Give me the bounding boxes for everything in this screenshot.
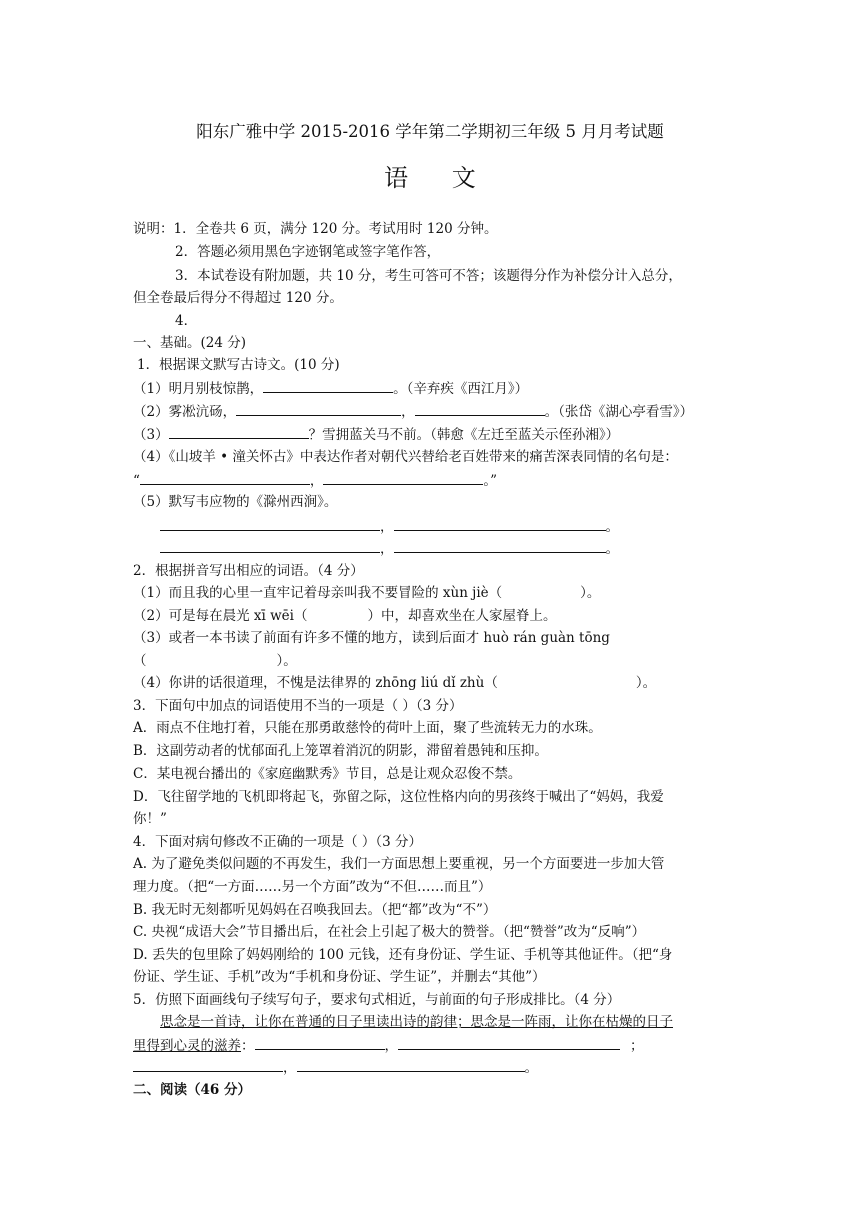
note-2: 2．答题必须用黑色字迹钢笔或签字笔作答， xyxy=(175,244,441,260)
q2-item-4-text: （4）你讲的话很道理，不愧是法律界的 zhōng liú dǐ zhù（ xyxy=(133,675,498,691)
q3-option-d-line1[interactable]: D．飞往留学地的飞机即将起飞，弥留之际，这位性格内向的男孩终于喊出了“妈妈，我爱 xyxy=(133,789,664,805)
answer-blank[interactable] xyxy=(160,516,380,531)
note-1: 说明：1．全卷共 6 页，满分 120 分。考试用时 120 分钟。 xyxy=(133,221,498,237)
q3-option-b[interactable]: B．这副劳动者的忧郁面孔上笼罩着消沉的阴影，滞留着愚钝和压抑。 xyxy=(133,743,548,759)
answer-blank[interactable] xyxy=(140,470,310,485)
punct: ； xyxy=(630,1038,644,1054)
answer-blank[interactable] xyxy=(160,538,380,553)
punct: ， xyxy=(384,1038,398,1054)
q2-item-3-line2 xyxy=(133,651,297,671)
q1-item-1-text: （1）明月别枝惊鹊， xyxy=(133,381,264,397)
answer-blank[interactable] xyxy=(398,1035,620,1050)
q1-item-1-source: 。（辛弃疾《西江月》） xyxy=(393,381,529,397)
q3-option-a[interactable]: A．雨点不住地打着，只能在那勇敢慈怜的荷叶上面，聚了些流转无力的水珠。 xyxy=(133,720,602,736)
q1-item-5-line2 xyxy=(160,538,619,559)
punct: 。” xyxy=(483,473,498,489)
q2-item-2-pinyin: （2）可是每在晨光 xī wēi（ xyxy=(133,608,308,624)
exam-title: 阳东广雅中学 2015-2016 学年第二学期初三年级 5 月月考试题 xyxy=(196,122,664,141)
q1-stem: 1．根据课文默写古诗文。(10 分) xyxy=(137,357,340,373)
answer-blank[interactable] xyxy=(169,424,309,439)
q2-item-2 xyxy=(133,606,556,626)
q4-option-d-line1[interactable]: D. 丢失的包里除了妈妈刚给的 100 元钱，还有身份证、学生证、手机等其他证件。（把“身 xyxy=(133,947,673,963)
punct: 。 xyxy=(605,541,619,557)
answer-blank[interactable] xyxy=(133,1057,283,1072)
q2-stem: 2．根据拼音写出相应的词语。（4 分） xyxy=(133,563,364,579)
q1-item-4-line2 xyxy=(133,470,497,491)
q1-item-5-line1 xyxy=(160,516,619,537)
subject-title: 语 文 xyxy=(384,164,494,192)
underlined-model-sentence: 思念是一首诗，让你在普通的日子里读出诗的韵律；思念是一阵雨，让你在枯燥的日子 xyxy=(160,1014,673,1030)
q2-item-1 xyxy=(133,583,600,603)
answer-blank[interactable] xyxy=(394,538,606,553)
punct: ： xyxy=(241,1038,255,1054)
punct: ）。 xyxy=(635,675,657,691)
q4-stem: 4．下面对病句修改不正确的一项是（ ）（3 分） xyxy=(133,834,423,850)
q5-model-line1 xyxy=(160,1012,673,1032)
note-3b: 但全卷最后得分不得超过 120 分。 xyxy=(133,290,343,306)
punct: ）。 xyxy=(276,653,297,669)
section-heading-2: 二、阅读（46 分） xyxy=(133,1082,251,1098)
punct: ， xyxy=(283,1060,297,1076)
note-4: 4． xyxy=(175,313,198,329)
q1-item-2-source: 。（张岱《湖心亭看雪》） xyxy=(544,404,694,420)
punct: ， xyxy=(380,519,394,535)
underlined-model-sentence: 里得到心灵的滋养 xyxy=(133,1038,241,1054)
punct: ）。 xyxy=(580,585,601,601)
q2-item-4 xyxy=(133,673,656,693)
q1-item-2-text: （2）雾凇沆砀， xyxy=(133,404,237,420)
q4-option-b[interactable]: B. 我无时无刻都听见妈妈在召唤我回去。（把“都”改为“不”） xyxy=(133,902,497,918)
punct: ， xyxy=(309,473,324,489)
q2-item-1-text: （1）而且我的心里一直牢记着母亲叫我不要冒险的 xùn jiè（ xyxy=(133,585,503,601)
answer-blank[interactable] xyxy=(394,516,606,531)
punct: （ xyxy=(133,653,147,669)
q3-option-d-line2[interactable]: 你！” xyxy=(133,811,167,827)
q1-item-3-num: （3） xyxy=(133,427,169,443)
answer-blank[interactable] xyxy=(255,1035,385,1050)
answer-blank[interactable] xyxy=(263,378,393,393)
punct: “ xyxy=(133,473,140,489)
q5-answer-line xyxy=(133,1057,538,1078)
q1-item-3-text: ？雪拥蓝关马不前。（韩愈《左迁至蓝关示侄孙湘》） xyxy=(308,427,620,443)
punct: 。 xyxy=(605,519,619,535)
punct: ， xyxy=(401,404,415,420)
answer-blank[interactable] xyxy=(415,401,545,416)
punct: ， xyxy=(380,541,394,557)
q1-item-3 xyxy=(133,424,619,445)
q5-stem: 5．仿照下面画线句子续写句子，要求句式相近，与前面的句子形成排比。（4 分） xyxy=(133,992,621,1008)
q3-stem: 3．下面句中加点的词语使用不当的一项是（ ）（3 分） xyxy=(133,698,463,714)
punct: 。 xyxy=(524,1060,538,1076)
note-3a: 3．本试卷设有附加题，共 10 分，考生可答可不答；该题得分作为补偿分计入总分， xyxy=(175,268,682,284)
q5-model-line2 xyxy=(133,1035,644,1056)
q1-item-2 xyxy=(133,401,693,422)
q2-item-3-line1: （3）或者一本书读了前面有许多不懂的地方，读到后面才 huò rán guàn tōng xyxy=(133,630,610,646)
q1-item-5: （5）默写韦应物的《滁州西涧》。 xyxy=(133,494,338,510)
q2-item-2-text: ）中，却喜欢坐在人家屋脊上。 xyxy=(367,608,557,624)
q3-option-c[interactable]: C．某电视台播出的《家庭幽默秀》节目，总是让观众忍俊不禁。 xyxy=(133,766,522,782)
q4-option-a-line1[interactable]: A. 为了避免类似问题的不再发生，我们一方面思想上要重视，另一个方面要进一步加大管 xyxy=(133,856,665,872)
section-heading-1: 一、基础。(24 分) xyxy=(133,335,247,351)
q1-item-1 xyxy=(133,378,528,399)
q4-option-d-line2[interactable]: 份证、学生证、手机”改为“手机和身份证、学生证”，并删去“其他”） xyxy=(133,969,546,985)
answer-blank[interactable] xyxy=(323,470,483,485)
q4-option-c[interactable]: C. 央视“成语大会”节目播出后，在社会上引起了极大的赞誉。（把“赞誉”改为“反响”） xyxy=(133,924,646,940)
q1-item-4-line1: （4）《山坡羊 • 潼关怀古》中表达作者对朝代兴替给老百姓带来的痛苦深表同情的名句是： xyxy=(133,449,678,465)
answer-blank[interactable] xyxy=(297,1057,525,1072)
q4-option-a-line2[interactable]: 理力度。（把“一方面……另一个方面”改为“不但……而且”） xyxy=(133,879,492,895)
answer-blank[interactable] xyxy=(236,401,401,416)
